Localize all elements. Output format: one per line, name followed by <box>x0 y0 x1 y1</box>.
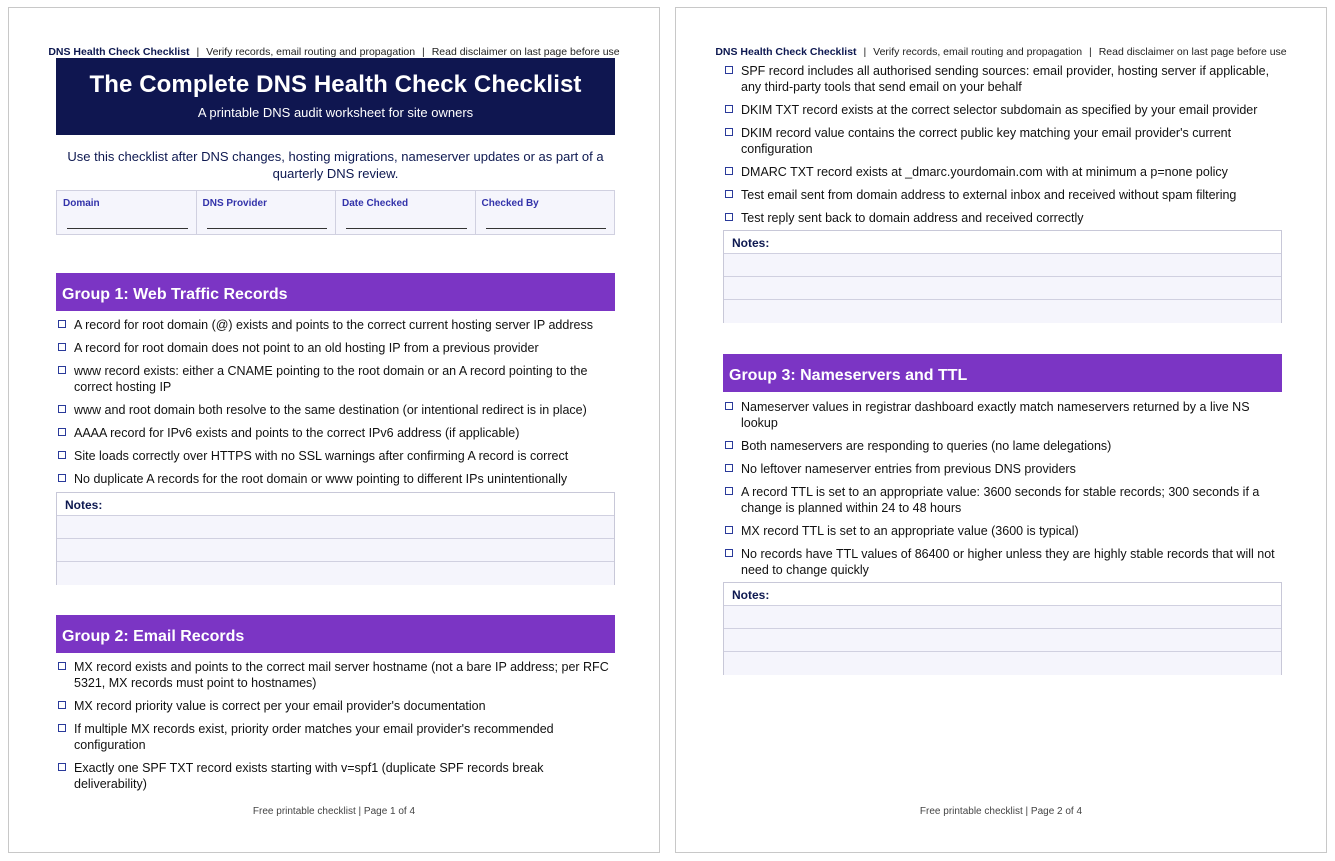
checkbox-icon[interactable] <box>725 441 733 449</box>
checklist-item-text: www record exists: either a CNAME pointing to the root domain or an A record pointing to the correct hosting IP <box>74 364 588 394</box>
checklist-item-text: No duplicate A records for the root domain or www pointing to different IPs unintentionally <box>74 472 568 486</box>
checklist-item-text: No leftover nameserver entries from previous DNS providers <box>741 462 1076 476</box>
checklist-item-text: AAAA record for IPv6 exists and points to the correct IPv6 address (if applicable) <box>74 426 520 440</box>
notes-line[interactable] <box>57 516 614 539</box>
checklist-item[interactable] <box>56 471 615 487</box>
checklist-item[interactable] <box>723 438 1282 454</box>
meta-field-checked-by[interactable] <box>476 191 615 234</box>
running-header <box>9 46 659 58</box>
checkbox-icon[interactable] <box>58 428 66 436</box>
running-header-note: Read disclaimer on last page before use <box>431 46 620 58</box>
notes-label: Notes: <box>57 493 614 516</box>
checklist-item-text: Exactly one SPF TXT record exists starting with v=spf1 (duplicate SPF records break deliverability) <box>74 761 544 791</box>
checklist-item-text: MX record exists and points to the correct mail server hostname (not a bare IP address; per RFC 5321, MX records must point to hostnames) <box>74 660 609 690</box>
checklist-item-text: DKIM TXT record exists at the correct selector subdomain as specified by your email provider <box>741 103 1258 117</box>
checkbox-icon[interactable] <box>58 343 66 351</box>
checklist-item[interactable] <box>56 760 615 792</box>
checkbox-icon[interactable] <box>725 105 733 113</box>
meta-field-date-checked[interactable] <box>336 191 476 234</box>
checklist-item-text: Site loads correctly over HTTPS with no SSL warnings after confirming A record is correct <box>74 449 569 463</box>
notes-line[interactable] <box>57 562 614 585</box>
meta-field-label: Domain <box>63 198 100 209</box>
checklist-item[interactable] <box>56 425 615 441</box>
group-2-checklist <box>56 659 615 799</box>
checklist-item[interactable] <box>723 63 1282 95</box>
group-3-checklist <box>723 399 1282 585</box>
checkbox-icon[interactable] <box>725 526 733 534</box>
checklist-item[interactable] <box>723 399 1282 431</box>
notes-label: Notes: <box>724 231 1281 254</box>
checkbox-icon[interactable] <box>725 549 733 557</box>
group-2-notes[interactable] <box>723 230 1282 323</box>
document-subtitle: A printable DNS audit worksheet for site owners <box>197 105 474 120</box>
checklist-item[interactable] <box>56 402 615 418</box>
checkbox-icon[interactable] <box>725 487 733 495</box>
running-header-note: Read disclaimer on last page before use <box>1098 46 1287 58</box>
notes-line[interactable] <box>724 652 1281 675</box>
checklist-item[interactable] <box>723 187 1282 203</box>
checkbox-icon[interactable] <box>58 405 66 413</box>
running-header-separator: | <box>196 46 200 58</box>
checklist-item-text: www and root domain both resolve to the same destination (or intentional redirect is in place) <box>74 403 587 417</box>
checklist-item[interactable] <box>56 698 615 714</box>
checkbox-icon[interactable] <box>725 213 733 221</box>
document-page-1 <box>8 7 660 853</box>
group-1-notes[interactable] <box>56 492 615 585</box>
running-header-separator: | <box>1089 46 1092 58</box>
fill-in-line <box>67 228 188 229</box>
checklist-item-text: A record for root domain does not point to an old hosting IP from a previous provider <box>74 341 539 355</box>
checkbox-icon[interactable] <box>725 402 733 410</box>
checkbox-icon[interactable] <box>725 190 733 198</box>
checklist-item-text: A record TTL is set to an appropriate value: 3600 seconds for stable records; 300 seconds if a change is planned within 24 to 48 hours <box>741 485 1260 515</box>
checkbox-icon[interactable] <box>58 320 66 328</box>
document-title: The Complete DNS Health Check Checklist <box>89 71 582 98</box>
notes-label: Notes: <box>724 583 1281 606</box>
page-footer: Free printable checklist | Page 1 of 4 <box>252 806 416 817</box>
checklist-item-text: MX record TTL is set to an appropriate value (3600 is typical) <box>741 524 1079 538</box>
checklist-item[interactable] <box>56 659 615 691</box>
notes-line[interactable] <box>57 539 614 562</box>
running-header <box>676 46 1326 58</box>
checklist-item-text: If multiple MX records exist, priority order matches your email provider's recommended configuration <box>74 722 554 752</box>
checkbox-icon[interactable] <box>58 662 66 670</box>
page-footer: Free printable checklist | Page 2 of 4 <box>919 806 1083 817</box>
checkbox-icon[interactable] <box>58 474 66 482</box>
checklist-item-text: SPF record includes all authorised sending sources: email provider, hosting server if applicable, any third-party tools that send email on your behalf <box>741 64 1270 94</box>
notes-line[interactable] <box>724 277 1281 300</box>
fill-in-line <box>486 228 607 229</box>
checklist-item[interactable] <box>723 125 1282 157</box>
notes-line[interactable] <box>724 606 1281 629</box>
checklist-item[interactable] <box>723 461 1282 477</box>
checklist-item[interactable] <box>723 546 1282 578</box>
title-banner <box>56 58 615 135</box>
meta-field-label: Checked By <box>481 198 539 209</box>
checkbox-icon[interactable] <box>58 763 66 771</box>
running-header-separator: | <box>422 46 425 58</box>
checklist-item-text: DMARC TXT record exists at _dmarc.yourdomain.com with at minimum a p=none policy <box>741 165 1228 179</box>
fill-in-line <box>207 228 328 229</box>
checklist-item[interactable] <box>56 721 615 753</box>
checkbox-icon[interactable] <box>725 464 733 472</box>
checklist-item[interactable] <box>723 210 1282 226</box>
checkbox-icon[interactable] <box>725 128 733 136</box>
checklist-item[interactable] <box>56 317 615 333</box>
running-header-tagline: Verify records, email routing and propagation <box>206 46 416 58</box>
group-2-continued-checklist <box>723 63 1282 233</box>
fill-in-line <box>346 228 467 229</box>
meta-fields-table <box>56 190 615 235</box>
checkbox-icon[interactable] <box>58 366 66 374</box>
running-header-title: DNS Health Check Checklist <box>715 46 857 58</box>
intro-text: Use this checklist after DNS changes, hosting migrations, nameserver updates or as part of a quarterly DNS review. <box>67 149 604 181</box>
running-header-tagline: Verify records, email routing and propagation <box>873 46 1083 58</box>
group-1-heading: Group 1: Web Traffic Records <box>56 273 615 311</box>
checklist-item[interactable] <box>723 484 1282 516</box>
checklist-item-text: Both nameservers are responding to queries (no lame delegations) <box>741 439 1112 453</box>
checklist-item[interactable] <box>56 340 615 356</box>
checklist-item[interactable] <box>723 523 1282 539</box>
checklist-item[interactable] <box>56 363 615 395</box>
checklist-item[interactable] <box>56 448 615 464</box>
checkbox-icon[interactable] <box>725 66 733 74</box>
checklist-item[interactable] <box>723 164 1282 180</box>
meta-field-label: Date Checked <box>342 198 409 209</box>
group-3-heading: Group 3: Nameservers and TTL <box>723 354 1282 392</box>
checkbox-icon[interactable] <box>58 451 66 459</box>
checklist-item-text: A record for root domain (@) exists and points to the correct current hosting server IP address <box>74 318 593 332</box>
checklist-item-text: Nameserver values in registrar dashboard exactly match nameservers returned by a live NS lookup <box>741 400 1250 430</box>
notes-line[interactable] <box>724 254 1281 277</box>
checklist-item-text: Test email sent from domain address to external inbox and received without spam filtering <box>741 188 1237 202</box>
checklist-item-text: Test reply sent back to domain address and received correctly <box>741 211 1084 225</box>
meta-field-domain[interactable] <box>57 191 197 234</box>
running-header-separator: | <box>863 46 867 58</box>
checklist-item[interactable] <box>723 102 1282 118</box>
checkbox-icon[interactable] <box>58 724 66 732</box>
meta-field-label: DNS Provider <box>202 198 267 209</box>
meta-field-dns-provider[interactable] <box>197 191 337 234</box>
checkbox-icon[interactable] <box>58 701 66 709</box>
notes-line[interactable] <box>724 300 1281 323</box>
checkbox-icon[interactable] <box>725 167 733 175</box>
checklist-item-text: MX record priority value is correct per your email provider's documentation <box>74 699 486 713</box>
running-header-title: DNS Health Check Checklist <box>48 46 190 58</box>
group-1-checklist <box>56 317 615 494</box>
checklist-item-text: No records have TTL values of 86400 or higher unless they are highly stable records that will not need to change quickly <box>741 547 1275 577</box>
checklist-item-text: DKIM record value contains the correct public key matching your email provider's current configuration <box>741 126 1232 156</box>
notes-line[interactable] <box>724 629 1281 652</box>
document-page-2 <box>675 7 1327 853</box>
group-2-heading: Group 2: Email Records <box>56 615 615 653</box>
group-3-notes[interactable] <box>723 582 1282 675</box>
